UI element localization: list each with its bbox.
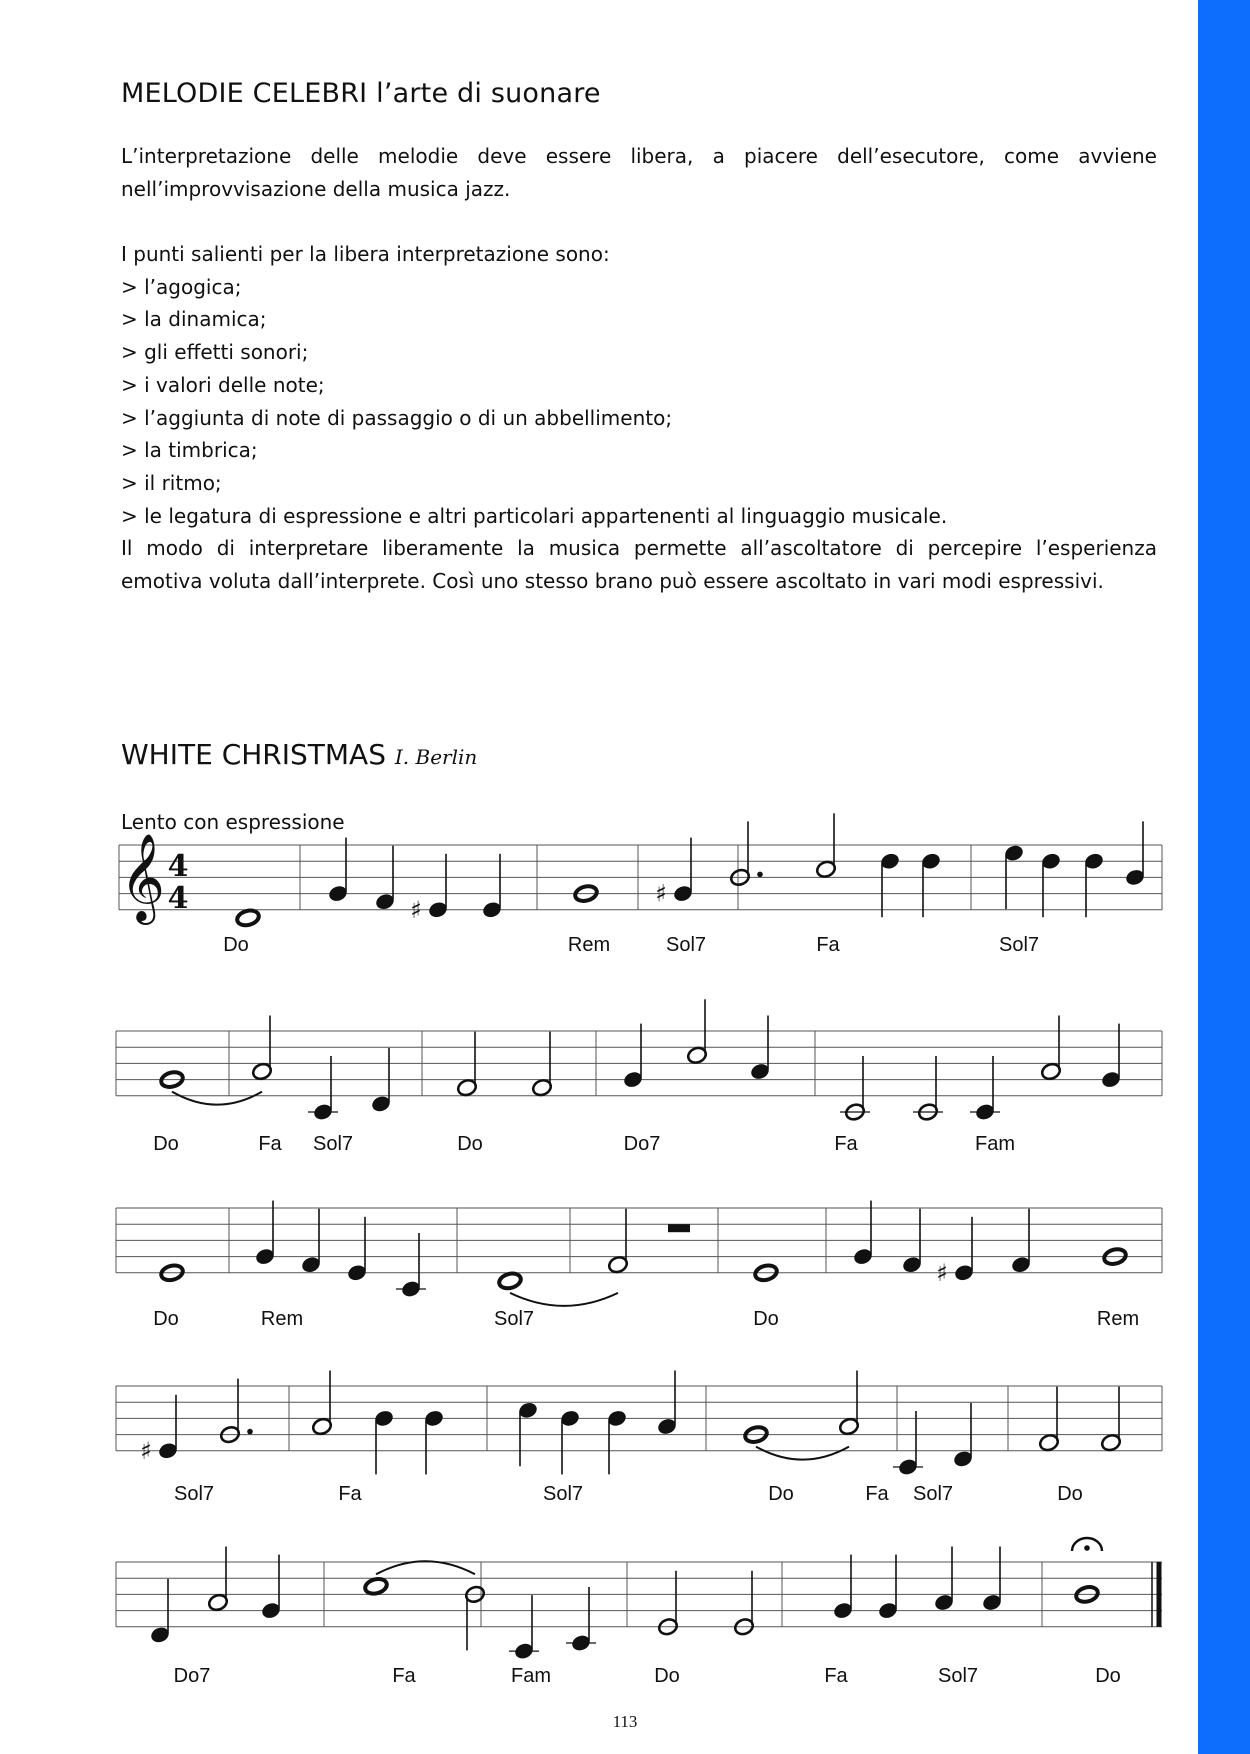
point-item: > le legatura di espressione e altri particolari appartenenti al linguaggio musicale. xyxy=(121,503,948,528)
song-title: WHITE CHRISTMAS xyxy=(121,738,386,771)
chord-label: Rem xyxy=(260,1308,304,1330)
chord-label: Do xyxy=(153,1133,179,1155)
chord-label: Do xyxy=(1057,1483,1083,1505)
whole-note-head xyxy=(498,1271,523,1290)
closing-line: Il modo di interpretare liberamente la musica permette all’ascoltatore di percepire l’esperienza xyxy=(121,536,1157,561)
chord-label: Do7 xyxy=(173,1665,211,1687)
chord-label: Sol7 xyxy=(912,1483,954,1505)
chord-label: Sol7 xyxy=(173,1483,215,1505)
fermata-dot xyxy=(1084,1545,1090,1551)
chord-label: Do xyxy=(753,1308,779,1330)
whole-note-head xyxy=(364,1577,389,1596)
dot xyxy=(247,1429,253,1435)
chord-label: Fam xyxy=(511,1665,551,1687)
treble-clef-icon: 𝄞 xyxy=(120,832,165,921)
chord-label: Sol7 xyxy=(312,1133,354,1155)
point-item: > la dinamica; xyxy=(121,307,267,332)
tie xyxy=(510,1293,618,1306)
chord-label: Rem xyxy=(1096,1308,1140,1330)
score-notation xyxy=(116,813,1162,1687)
tie xyxy=(756,1447,849,1460)
chord-label: Fam xyxy=(975,1133,1015,1155)
chord-label: Fa xyxy=(338,1483,362,1505)
chord-label: Fa xyxy=(392,1665,416,1687)
whole-note-head xyxy=(236,908,261,927)
chord-label: Sol7 xyxy=(665,934,707,956)
chord-label: Fa xyxy=(865,1483,889,1505)
time-signature-bottom: 4 xyxy=(167,881,189,916)
intro-line: L’interpretazione delle melodie deve essere libera, a piacere dell’esecutore, come avviene xyxy=(121,144,1157,168)
chord-label: Do7 xyxy=(623,1133,661,1155)
chord-label: Do xyxy=(768,1483,794,1505)
chord-label: Sol7 xyxy=(998,934,1040,956)
point-item: > l’agogica; xyxy=(121,274,242,299)
chord-label: Sol7 xyxy=(493,1308,535,1330)
point-item: > i valori delle note; xyxy=(121,372,325,397)
point-item: > l’aggiunta di note di passaggio o di un abbellimento; xyxy=(121,405,673,430)
whole-rest-icon xyxy=(668,1224,690,1232)
chord-label: Fa xyxy=(824,1665,848,1687)
points-heading: I punti salienti per la libera interpretazione sono: xyxy=(121,242,610,266)
sharp-icon: ♯ xyxy=(936,1258,948,1287)
chord-label: Fa xyxy=(816,934,840,956)
point-item: > gli effetti sonori; xyxy=(121,340,309,365)
tempo-marking: Lento con espressione xyxy=(121,810,345,834)
chord-label: Do xyxy=(1095,1665,1121,1687)
time-signature-top: 4 xyxy=(167,849,189,884)
intro-line: nell’improvvisazione della musica jazz. xyxy=(121,176,511,201)
tie xyxy=(376,1561,475,1574)
page-number: 113 xyxy=(612,1712,638,1731)
chord-label: Sol7 xyxy=(542,1483,584,1505)
sharp-icon: ♯ xyxy=(140,1436,152,1465)
song-author: I. Berlin xyxy=(394,745,478,769)
chord-label: Fa xyxy=(834,1133,858,1155)
chord-label: Rem xyxy=(567,934,611,956)
closing-line: emotiva voluta dall’interprete. Così uno stesso brano può essere ascoltato in vari modi espressivi. xyxy=(121,569,1104,594)
point-item: > il ritmo; xyxy=(121,470,222,495)
chord-label: Do xyxy=(654,1665,680,1687)
page-title: MELODIE CELEBRI l’arte di suonare xyxy=(121,78,601,109)
chord-label: Sol7 xyxy=(937,1665,979,1687)
tie xyxy=(172,1092,262,1105)
sharp-icon: ♯ xyxy=(655,879,667,908)
point-item: > la timbrica; xyxy=(121,438,258,463)
sharp-icon: ♯ xyxy=(410,895,422,924)
dot xyxy=(757,872,763,878)
chord-label: Do xyxy=(223,934,249,956)
chord-label: Do xyxy=(153,1308,179,1330)
chord-label: Fa xyxy=(258,1133,282,1155)
chord-label: Do xyxy=(457,1133,483,1155)
